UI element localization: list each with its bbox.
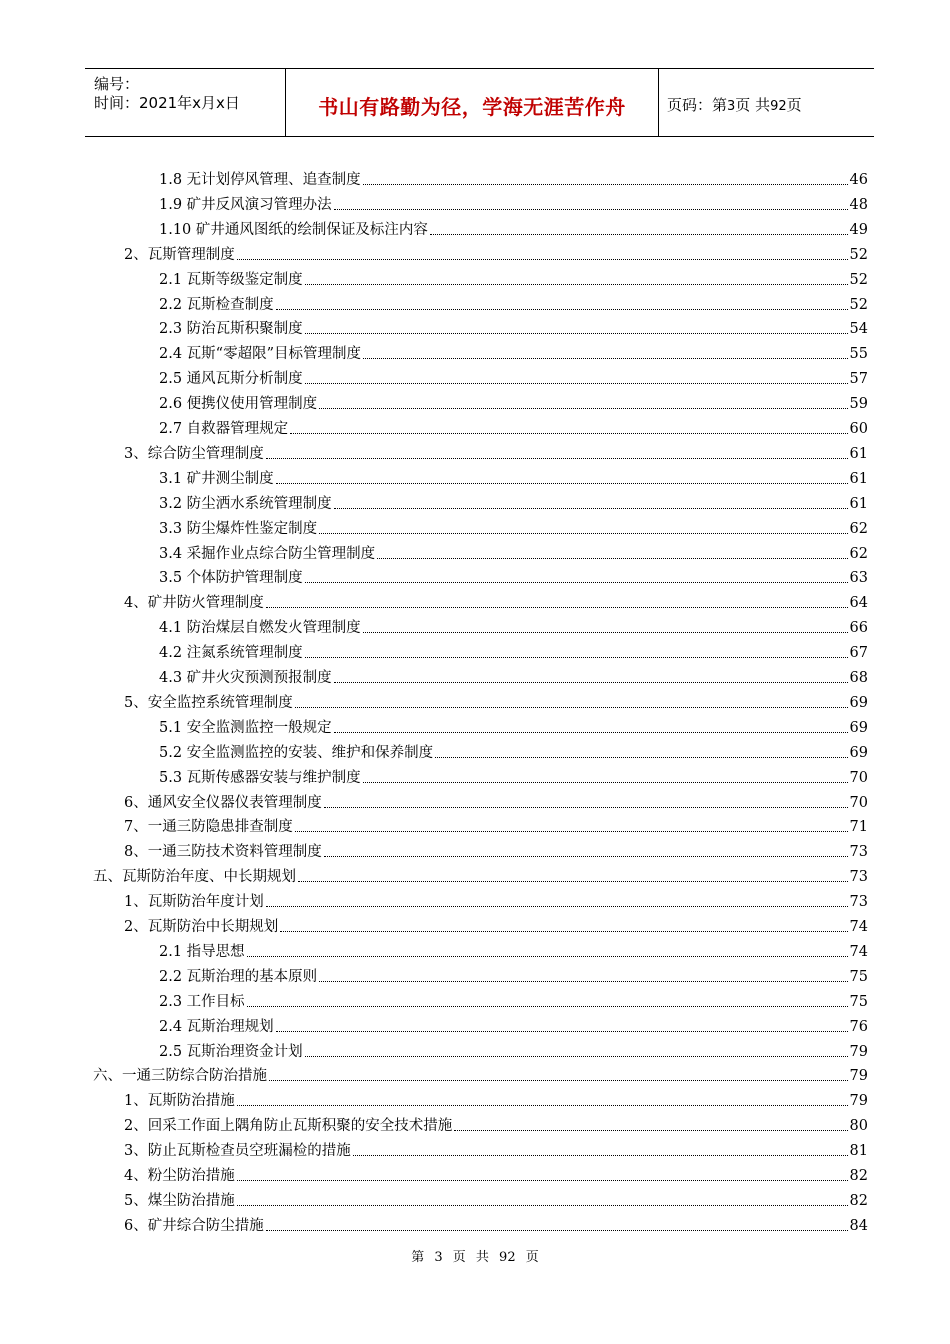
toc-entry-title: 5.2 安全监测监控的安装、维护和保养制度 <box>159 744 434 761</box>
toc-entry[interactable] <box>124 793 868 813</box>
toc-leader-dots <box>363 358 848 359</box>
toc-leader-dots <box>269 1080 848 1081</box>
toc-entry-title: 3、综合防尘管理制度 <box>124 445 264 462</box>
toc-entry-page: 73 <box>849 869 868 886</box>
toc-entry-title: 2、瓦斯管理制度 <box>124 246 235 263</box>
toc-entry-page: 82 <box>849 1192 868 1209</box>
toc-entry[interactable] <box>93 867 868 887</box>
toc-entry-title: 2.5 通风瓦斯分析制度 <box>159 371 303 388</box>
toc-entry-title: 3.1 矿井测尘制度 <box>159 470 274 487</box>
toc-leader-dots <box>334 508 848 509</box>
toc-entry-page: 69 <box>849 694 868 711</box>
toc-entry-page: 69 <box>849 744 868 761</box>
toc-entry[interactable] <box>124 1216 868 1236</box>
toc-entry[interactable] <box>159 618 868 638</box>
toc-entry-page: 49 <box>849 221 868 238</box>
toc-entry-title: 五、瓦斯防治年度、中长期规划 <box>93 869 296 886</box>
toc-entry-page: 60 <box>849 421 868 437</box>
toc-entry[interactable] <box>159 494 868 514</box>
toc-leader-dots <box>334 682 848 683</box>
toc-entry-page: 70 <box>849 794 868 811</box>
toc-entry[interactable] <box>159 942 868 962</box>
toc-entry[interactable] <box>159 668 868 688</box>
toc-entry[interactable] <box>124 1191 868 1211</box>
toc-leader-dots <box>319 533 847 534</box>
toc-entry-page: 52 <box>849 271 868 288</box>
toc-entry-title: 4.1 防治煤层自燃发火管理制度 <box>159 620 361 637</box>
toc-entry-title: 3.3 防尘爆炸性鉴定制度 <box>159 520 318 537</box>
toc-entry-title: 2、瓦斯防治中长期规划 <box>124 919 279 935</box>
toc-entry-title: 4.3 矿井火灾预测预报制度 <box>159 670 332 686</box>
toc-entry[interactable] <box>124 593 868 613</box>
toc-leader-dots <box>247 956 848 957</box>
time-label: 时间：2021年x月x日 <box>94 94 240 112</box>
toc-leader-dots <box>305 333 848 334</box>
toc-leader-dots <box>237 1205 848 1206</box>
toc-leader-dots <box>280 931 847 932</box>
toc-entry-page: 61 <box>849 495 868 512</box>
page-header <box>85 68 874 137</box>
toc-entry-page: 81 <box>849 1143 868 1160</box>
toc-entry[interactable] <box>159 170 868 190</box>
toc-entry-title: 2.1 瓦斯等级鉴定制度 <box>159 271 303 288</box>
toc-entry-page: 52 <box>849 296 868 313</box>
header-motto: 书山有路勤为径，学海无涯苦作舟 <box>318 95 626 119</box>
toc-leader-dots <box>377 558 847 559</box>
toc-entry-title: 6、矿井综合防尘措施 <box>124 1217 264 1234</box>
page-footer: 第 3 页 共 92 页 <box>411 1250 539 1265</box>
toc-entry-title: 2.2 瓦斯检查制度 <box>159 296 274 313</box>
toc-entry[interactable] <box>159 195 868 215</box>
toc-entry-title: 4.2 注氮系统管理制度 <box>159 645 303 662</box>
toc-leader-dots <box>237 1180 848 1181</box>
toc-leader-dots <box>237 259 848 260</box>
toc-leader-dots <box>266 607 848 608</box>
toc-entry-title: 1.9 矿井反风演习管理办法 <box>159 196 332 213</box>
toc-entry-page: 66 <box>849 620 868 637</box>
toc-entry-page: 55 <box>849 346 868 363</box>
toc-entry-title: 5、安全监控系统管理制度 <box>124 694 293 711</box>
toc-entry[interactable] <box>159 419 868 439</box>
toc-entry[interactable] <box>124 842 868 862</box>
toc-leader-dots <box>319 408 847 409</box>
toc-entry-title: 3.4 采掘作业点综合防尘管理制度 <box>159 545 376 562</box>
toc-entry-title: 5.1 安全监测监控一般规定 <box>159 719 332 736</box>
toc-entry[interactable] <box>159 768 868 788</box>
toc-entry[interactable] <box>159 743 868 763</box>
toc-entry[interactable] <box>124 693 868 713</box>
toc-entry-page: 57 <box>849 371 868 388</box>
toc-leader-dots <box>363 782 848 783</box>
code-label: 编号： <box>94 75 140 93</box>
toc-entry-page: 59 <box>849 396 868 413</box>
toc-entry-page: 79 <box>849 1093 868 1110</box>
toc-entry-title: 2.1 指导思想 <box>159 943 245 960</box>
toc-leader-dots <box>324 856 848 857</box>
toc-entry-page: 73 <box>849 844 868 861</box>
toc-leader-dots <box>276 483 848 484</box>
toc-entry[interactable] <box>159 469 868 489</box>
toc-entry-page: 71 <box>849 819 868 836</box>
page-mid: 页 共 <box>735 96 771 114</box>
header-divider <box>658 69 659 136</box>
toc-entry-title: 2.2 瓦斯治理的基本原则 <box>159 968 318 985</box>
toc-entry-page: 61 <box>849 445 868 462</box>
toc-entry[interactable] <box>124 245 868 265</box>
toc-leader-dots <box>266 458 848 459</box>
toc-entry-title: 1、瓦斯防治措施 <box>124 1093 235 1110</box>
toc-leader-dots <box>363 632 848 633</box>
toc-leader-dots <box>454 1130 847 1131</box>
toc-entry-page: 79 <box>849 1043 868 1060</box>
toc-entry-title: 2.4 瓦斯“零超限”目标管理制度 <box>159 346 361 363</box>
toc-entry-title: 2.3 防治瓦斯积聚制度 <box>159 321 303 338</box>
toc-entry-page: 62 <box>849 545 868 562</box>
toc-entry-title: 4、粉尘防治措施 <box>124 1168 235 1184</box>
toc-entry[interactable] <box>159 319 868 339</box>
toc-entry-page: 62 <box>849 520 868 537</box>
toc-entry[interactable] <box>124 1141 868 1161</box>
page-prefix: 页码：第 <box>667 96 728 114</box>
toc-entry[interactable] <box>159 270 868 290</box>
page-total: 92 <box>770 99 787 114</box>
toc-entry-title: 7、一通三防隐患排查制度 <box>124 819 293 836</box>
toc-leader-dots <box>290 433 847 434</box>
toc-entry-title: 1.8 无计划停风管理、追查制度 <box>159 172 361 188</box>
toc-entry-page: 68 <box>849 670 868 686</box>
toc-entry-title: 1.10 矿井通风图纸的绘制保证及标注内容 <box>159 221 428 238</box>
toc-entry[interactable] <box>159 992 868 1012</box>
toc-entry[interactable] <box>124 917 868 937</box>
toc-entry-title: 2.6 便携仪使用管理制度 <box>159 396 318 413</box>
toc-entry-page: 61 <box>849 470 868 487</box>
toc-entry-title: 5.3 瓦斯传感器安装与维护制度 <box>159 769 361 786</box>
toc-entry[interactable] <box>159 718 868 738</box>
toc-leader-dots <box>353 1155 848 1156</box>
toc-leader-dots <box>266 906 848 907</box>
toc-entry-page: 76 <box>849 1018 868 1035</box>
toc-entry-title: 4、矿井防火管理制度 <box>124 595 264 612</box>
toc-entry[interactable] <box>159 295 868 315</box>
toc-leader-dots <box>334 732 848 733</box>
toc-entry-page: 48 <box>849 196 868 213</box>
toc-leader-dots <box>247 1006 848 1007</box>
toc-entry[interactable] <box>124 817 868 837</box>
toc-entry[interactable] <box>159 544 868 564</box>
toc-leader-dots <box>324 807 848 808</box>
toc-entry-title: 2.5 瓦斯治理资金计划 <box>159 1043 303 1060</box>
toc-entry[interactable] <box>93 1066 868 1086</box>
toc-leader-dots <box>266 1230 848 1231</box>
toc-leader-dots <box>295 831 848 832</box>
toc-leader-dots <box>334 209 848 210</box>
toc-entry[interactable] <box>159 394 868 414</box>
toc-leader-dots <box>298 881 848 882</box>
toc-entry-title: 2.7 自救器管理规定 <box>159 421 289 437</box>
toc-entry[interactable] <box>159 369 868 389</box>
toc-entry-page: 79 <box>849 1068 868 1085</box>
toc-entry-page: 75 <box>849 993 868 1010</box>
toc-leader-dots <box>305 582 848 583</box>
page-current: 3 <box>727 99 736 114</box>
toc-leader-dots <box>363 184 848 185</box>
toc-entry[interactable] <box>124 892 868 912</box>
toc-entry-page: 63 <box>849 570 868 587</box>
toc-leader-dots <box>237 1105 848 1106</box>
toc-leader-dots <box>430 234 848 235</box>
toc-leader-dots <box>305 284 848 285</box>
toc-entry[interactable] <box>124 1091 868 1111</box>
toc-entry[interactable] <box>124 444 868 464</box>
toc-entry[interactable] <box>124 1116 868 1136</box>
toc-entry-page: 67 <box>849 645 868 662</box>
toc-entry-page: 54 <box>849 321 868 338</box>
toc-entry-title: 1、瓦斯防治年度计划 <box>124 894 264 911</box>
page-suffix: 页 <box>786 96 802 114</box>
header-meta <box>85 69 285 136</box>
toc-entry-title: 3.5 个体防护管理制度 <box>159 570 303 587</box>
toc-leader-dots <box>276 309 848 310</box>
toc-entry-title: 2.3 工作目标 <box>159 993 245 1010</box>
toc-entry-page: 82 <box>849 1168 868 1184</box>
toc-leader-dots <box>276 1031 848 1032</box>
toc-entry-title: 6、通风安全仪器仪表管理制度 <box>124 794 322 811</box>
toc-entry[interactable] <box>159 568 868 588</box>
toc-entry-page: 80 <box>849 1118 868 1135</box>
toc-entry-page: 74 <box>849 919 868 935</box>
toc-entry[interactable] <box>159 220 868 240</box>
toc-entry[interactable] <box>159 1042 868 1062</box>
toc-entry-page: 46 <box>849 172 868 188</box>
toc-entry[interactable] <box>159 967 868 987</box>
toc-entry-page: 52 <box>849 246 868 263</box>
toc-leader-dots <box>435 757 847 758</box>
toc-leader-dots <box>305 383 848 384</box>
toc-entry[interactable] <box>159 1017 868 1037</box>
toc-entry-page: 84 <box>849 1217 868 1234</box>
toc-entry[interactable] <box>159 643 868 663</box>
toc-entry-page: 74 <box>849 943 868 960</box>
toc-entry-title: 8、一通三防技术资料管理制度 <box>124 844 322 861</box>
toc-entry-title: 5、煤尘防治措施 <box>124 1192 235 1209</box>
toc-entry-title: 六、一通三防综合防治措施 <box>93 1068 267 1085</box>
toc-entry-page: 73 <box>849 894 868 911</box>
toc-leader-dots <box>305 1056 848 1057</box>
toc-entry-page: 70 <box>849 769 868 786</box>
toc-entry-page: 75 <box>849 968 868 985</box>
toc-leader-dots <box>319 981 847 982</box>
toc-entry[interactable] <box>124 1166 868 1186</box>
toc-entry-page: 64 <box>849 595 868 612</box>
toc-entry-title: 2、回采工作面上隅角防止瓦斯积聚的安全技术措施 <box>124 1118 453 1135</box>
toc-entry[interactable] <box>159 344 868 364</box>
toc-entry-title: 3、防止瓦斯检查员空班漏检的措施 <box>124 1143 351 1160</box>
toc-entry-title: 2.4 瓦斯治理规划 <box>159 1018 274 1035</box>
header-page-info <box>667 94 802 115</box>
toc-leader-dots <box>305 657 848 658</box>
toc-entry[interactable] <box>159 519 868 539</box>
toc-leader-dots <box>295 707 848 708</box>
toc-entry-title: 3.2 防尘洒水系统管理制度 <box>159 495 332 512</box>
toc-entry-page: 69 <box>849 719 868 736</box>
